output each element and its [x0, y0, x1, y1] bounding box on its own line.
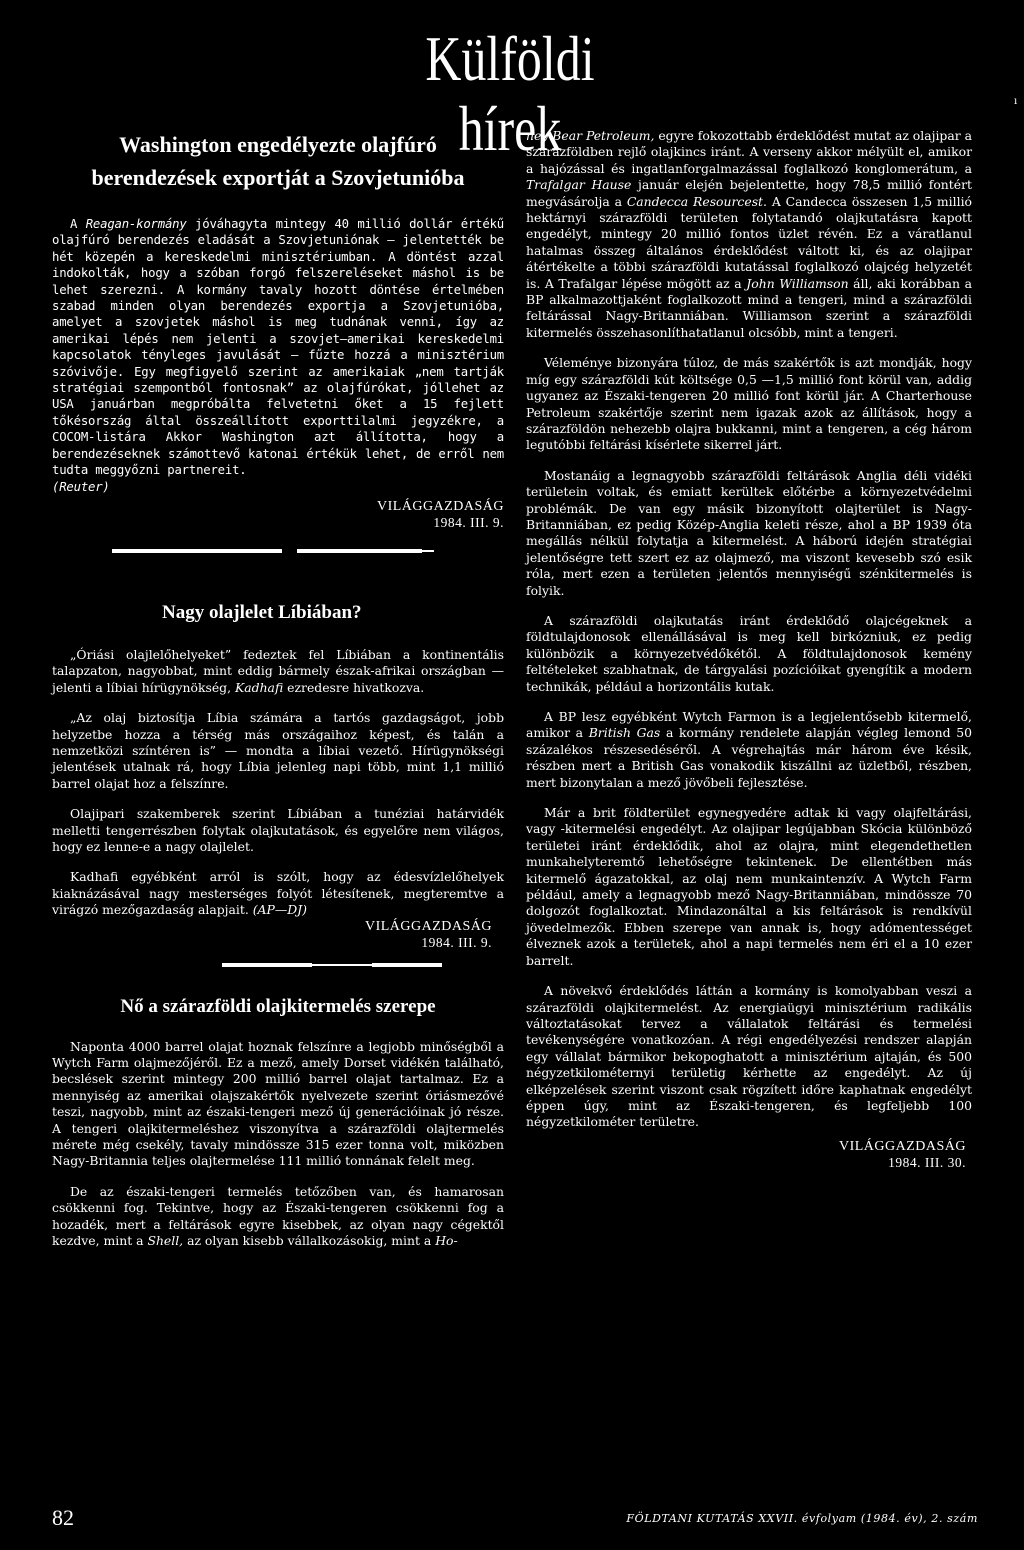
journal-footer: FÖLDTANI KUTATÁS XXVII. évfolyam (1984. év), 2. szám — [626, 1512, 978, 1525]
emphasis: Shell, — [147, 1233, 184, 1249]
text-run: A BP lesz egyébként Wytch Farmon is a legjelentősebb kitermelő, amikor a — [526, 709, 972, 741]
source-date: 1984. III. 30. — [888, 1154, 966, 1170]
text-run: Kadhafi egyébként arról is szólt, hogy az édesvízlelőhelyek kiaknázásával nagy mesterséges folyót létesítenek, megteremtve a virágzó mezőgazdaság alapjait. — [52, 869, 504, 918]
article3-p2 — [52, 1184, 504, 1250]
article1-source — [52, 499, 504, 531]
page-title: Külföldi hírek — [425, 23, 595, 164]
emphasis: Kadhafi — [235, 679, 284, 695]
text-run: január elején bejelentette, hogy 78,5 millió fontért megvásárolja a — [526, 177, 973, 209]
article2-p3: Olajipari szakemberek szerint Líbiában a tunéziai határvidék melletti tengerrészben folytak olajkutatások, és egyelőre nem világos, hogy ez lenne-e a nagy olajlelet. — [52, 806, 504, 854]
emphasis: British Gas — [588, 725, 661, 741]
article3-r4: A szárazföldi olajkutatás iránt érdeklődő olajcégeknek a földtulajdonosok ellenállásával is meg kell birkózniuk, ez pedig különbözik a környezetvédőkétől. A földtulajdonosok kemény feltételeket szabhatnak, de tárgyalási pozícióikat gyengítik a modern technikák, például a horizontális kutak. — [526, 612, 972, 694]
emphasis: Candecca Resourcest. — [626, 193, 767, 209]
article2-headline: Nagy olajlelet Líbiában? — [162, 601, 362, 623]
text-run: a kormány rendelete alapján végleg lemond 50 százalékos részesedéséről. A végrehajtás már három éve késik, részben mert a British Gas vonakodik kiszállni az üzletből, részben, mert bizonytalan a mező jövőbeli fejlesztése. — [526, 725, 972, 790]
source-date: 1984. III. 9. — [433, 514, 504, 530]
source-date: 1984. III. 9. — [421, 934, 492, 950]
text-run: jóváhagyta mintegy 40 millió dollár értékű olajfúró berendezés eladását a Szovjetuniónak — jelentették be hét közepén a kereskedelmi minisztériumban. A döntést azzal indokolták, hogy a szóban forgó felszereléseket máshol is be lehet szerezni. A kormány tavaly hozott döntése értelmében szabad minden olyan berendezés exportja a Szovjetunióba, amelyet a szovjetek máshol is meg tudnának venni, így az amerikai lépés nem jelenti a szovjet—amerikai kereskedelmi kapcsolatok tényleges javulását — fűzte hozzá a minisztérium szóvivője. Egy megfigyelő szerint az amerikaiak „nem tartják stratégiai szempontból fontosnak” az olajfúrókat, jóllehet az USA januárban megpróbálta felvetetni őket a 15 fejlett tőkésország által összeállított exporttilalmi jegyzékre, a COCOM-listára Akkor Washington azt állította, hogy a berendezéseknek számottevő katonai értékük lehet, de erről nem tudta meggyőzni partnereit. — [52, 217, 504, 478]
stray-mark: ı — [1014, 96, 1018, 107]
text-run: egyre fokozottabb érdeklődést mutat az olajipar a szárazföldben rejlő olajkincs iránt. A verseny akkor mélyült el, amikor a hajózással és ingatlanforgalmazással foglalkozó konglomerátum, a — [526, 128, 972, 176]
left-column — [52, 128, 504, 1249]
text-run: A — [70, 217, 86, 231]
text-run: áll, aki korábban a BP alkalmazottjaként foglalkozott mind a tengeri, mind a szárazföldi feltárással Nagy-Britanniában. Williamson szerint a szárazföldi kitermelés összehasonlíthatatlanul olcsóbb, mint a tengeri. — [526, 275, 972, 340]
text-run: De az északi-tengeri termelés tetőzőben van, és hamarosan csökkenni fog. Tekintve, hogy az Északi-tengeren csökkenni fog a hozadék, mert a feltárások egyre kisebbek, az olyan nagy cégektől kezdve, mint a — [52, 1183, 504, 1249]
source-name: VILÁGGAZDASÁG — [838, 1138, 966, 1154]
emphasis: Ho- — [435, 1233, 458, 1249]
divider — [52, 961, 504, 969]
emphasis: ney Bear Petroleum, — [526, 128, 655, 143]
source-name: VILÁGGAZDASÁG — [364, 918, 492, 934]
article2-p1 — [52, 647, 504, 696]
article3-headline: Nő a szárazföldi olajkitermelés szerepe — [120, 995, 436, 1017]
article1-agency: (Reuter) — [52, 479, 110, 494]
divider — [52, 547, 504, 555]
right-column — [526, 128, 972, 1171]
article2-source — [52, 919, 492, 951]
text-run: ezredesre hivatkozva. — [283, 679, 425, 695]
article1-headline: Washington engedélyezte olajfúró berendezések exportját a Szovjetunióba — [91, 132, 465, 190]
article3-r7: A növekvő érdeklődés láttán a kormány is komolyabban veszi a szárazföldi olajkitermelést. Az energiaügyi minisztérium radikális változtatásokat tervez a vállalatok feltárási és termelési tevékenységére vonatkozóan. A régi engedélyezési rendszer alapján egy vállalat bármikor bekopoghatott a minisztérium ajtaján, és 500 négyzetkilométernyi területig kérhette az engedélyt. Az új elképzelések szerint viszont csak rögzített időre kaphatnak engedélyt éppen úgy, mint az Északi-tengeren, és legfeljebb 100 négyzetkilométer területre. — [526, 983, 972, 1130]
text-run: A Candecca összesen 1,5 millió hektárnyi szárazföldi területen folytatandó olajkutatásra kapott engedélyt, mintegy 20 millió fontos üzlet révén. Ez a váratlanul hatalmas összeg általános érdeklődést váltott ki, és az olajipar átértékelte a többi szárazföldi kutatással foglalkozó olajcég helyzetét is. A Trafalgar lépése mögött az a — [526, 193, 972, 291]
article3-r3: Mostanáig a legnagyobb szárazföldi feltárások Anglia déli vidéki területein voltak, és emiatt kerültek előtérbe a környezetvédelmi problémák. De van egy másik bizonyított olajterület is Nagy-Britanniában, ez pedig Közép-Anglia keleti része, ahol a BP 1939 óta megállás nélkül folytatja a kitermelést. A háború idején stratégiai jelentőségre tett szert ez az olajmező, ma viszont kevesebb szó esik róla, mert ezen a területen jelentős mennyiségű szénkitermelés is folyik. — [526, 467, 972, 598]
article2-p4 — [52, 869, 504, 918]
emphasis: Reagan-kormány — [85, 217, 187, 231]
article3-r5 — [526, 709, 972, 791]
article3-p1: Naponta 4000 barrel olajat hoznak felszínre a legjobb minőségből a Wytch Farm olajmezőjéről. Ez a mező, amely Dorset vidékén található, becslések szerint mintegy 200 millió barrel olajat tartalmaz. Ez a mennyiség az amerikai olajszakértők nyelvezete szerint óriásmezővé teszi, nagyobb, mint az északi-tengeri mező új generációinak jó része. A tengeri olajkitermeléshez viszonyítva a szárazföldi olajtermelés mérete még csekély, tavaly mindössze 315 ezer tonna volt, miközben Nagy-Britannia teljes olajtermelése 111 millió tonnának felelt meg. — [52, 1038, 504, 1169]
source-name: VILÁGGAZDASÁG — [376, 498, 504, 514]
text-run: az olyan kisebb vállalkozásokig, mint a — [183, 1233, 436, 1249]
page-number: 82 — [52, 1505, 74, 1530]
article2-p2: „Az olaj biztosítja Líbia számára a tartós gazdagságot, jobb helyzetbe hozza a térség más országaihoz képest, és talán a nemzetközi színtéren is” — mondta a líbiai vezető. Hírügynökségi jelentések utalnak rá, hogy Líbia jelenleg napi több, mint 1,1 millió barrel olajat hoz a felszínre. — [52, 710, 504, 791]
emphasis: Trafalgar Hause — [526, 177, 632, 193]
article3-r6: Már a brit földterület egynegyedére adtak ki vagy olajfeltárási, vagy -kitermelési engedélyt. Az olajipar legújabban Skócia különböző területei iránt érdeklődik, ahol az olajra, mint elegendethetlen munkahelyteremtő lehetőségre tekintenek. De ellentétben más kitermelő ágazatokkal, az olaj nem munkaintenzív. A Wytch Farm például, amely a legnagyobb mező Nagy-Britanniában, mindössze 70 dolgozót foglalkoztat. Mindazonáltal a kis feltárások is rendkívül jövedelmezők. Ebben szerepe van annak is, hogy adómentességet élveznek azok a területek, ahol a napi termelés nem éri el a 10 ezer barrelt. — [526, 805, 972, 968]
article3-continued — [526, 128, 972, 341]
article3-r2: Véleménye bizonyára túloz, de más szakértők is azt mondják, hogy míg egy szárazföldi kút költsége 0,5 —1,5 millió font körül van, addig ugyanez az Északi-tengeren 20 millió font körül jár. A Charterhouse Petroleum szakértője szerint nem igazak azok az állítások, hogy a szárazföldön nehezebb olajra bukkanni, mint a tengeren, a cég három legutóbbi feltárási kísérlete sikerrel járt. — [526, 355, 972, 453]
article2-agency: (AP—DJ) — [252, 902, 307, 918]
text-run: „Óriási olajlelőhelyeket” fedeztek fel Líbiában a kontinentális talapzaton, nagyobbat, mint eddig bármely észak-afrikai országban — jelenti a líbiai hírügynökség, — [52, 646, 504, 695]
article3-source — [526, 1139, 966, 1171]
article1-body — [52, 216, 504, 495]
emphasis: John Williamson — [746, 275, 849, 291]
